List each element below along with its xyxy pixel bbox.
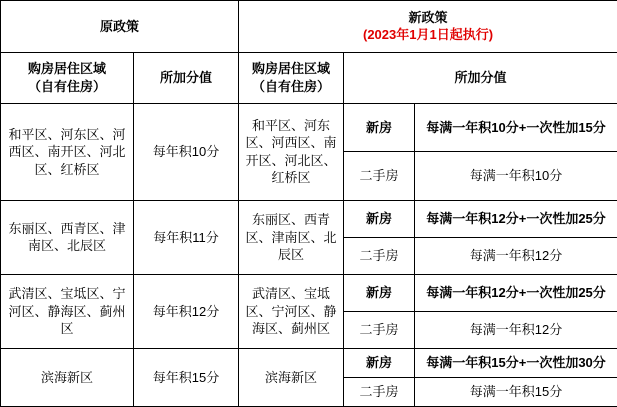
new-house-points-cell: 每满一年积12分+一次性加25分 bbox=[415, 200, 617, 237]
header-new-policy-line1: 新政策 bbox=[408, 9, 448, 25]
new-area-cell: 武清区、宝坻区、宁河区、静海区、蓟州区 bbox=[239, 274, 344, 348]
second-hand-type-cell: 二手房 bbox=[344, 152, 415, 200]
old-points-cell: 每年积12分 bbox=[134, 274, 239, 348]
new-house-type-cell: 新房 bbox=[344, 348, 415, 377]
new-house-type-cell: 新房 bbox=[344, 104, 415, 152]
new-house-points-cell: 每满一年积15分+一次性加30分 bbox=[415, 348, 617, 377]
table-header-top-row bbox=[1, 1, 617, 53]
new-house-type-cell: 新房 bbox=[344, 274, 415, 311]
old-area-cell: 和平区、河东区、河西区、南开区、河北区、红桥区 bbox=[1, 104, 134, 201]
old-area-cell: 武清区、宝坻区、宁河区、静海区、蓟州区 bbox=[1, 274, 134, 348]
new-house-type-cell: 新房 bbox=[344, 200, 415, 237]
new-area-cell: 和平区、河东区、河西区、南开区、河北区、红桥区 bbox=[239, 104, 344, 201]
table-row bbox=[1, 200, 617, 237]
header-old-points: 所加分值 bbox=[134, 52, 239, 104]
second-hand-points-cell: 每满一年积15分 bbox=[415, 377, 617, 406]
second-hand-type-cell: 二手房 bbox=[344, 377, 415, 406]
header-old-policy: 原政策 bbox=[1, 1, 239, 53]
header-new-area-line1: 购房居住区域 bbox=[252, 61, 331, 77]
new-area-cell: 东丽区、西青区、津南区、北辰区 bbox=[239, 200, 344, 274]
old-points-cell: 每年积11分 bbox=[134, 200, 239, 274]
new-house-points-cell: 每满一年积12分+一次性加25分 bbox=[415, 274, 617, 311]
header-old-area-line2: （自有住房） bbox=[27, 78, 106, 94]
old-area-cell: 东丽区、西青区、津南区、北辰区 bbox=[1, 200, 134, 274]
second-hand-type-cell: 二手房 bbox=[344, 237, 415, 274]
table-row bbox=[1, 274, 617, 311]
header-new-points: 所加分值 bbox=[344, 52, 617, 104]
old-points-cell: 每年积10分 bbox=[134, 104, 239, 201]
second-hand-points-cell: 每满一年积10分 bbox=[415, 152, 617, 200]
old-area-cell: 滨海新区 bbox=[1, 348, 134, 406]
table-row bbox=[1, 348, 617, 377]
new-house-points-cell: 每满一年积10分+一次性加15分 bbox=[415, 104, 617, 152]
table-row bbox=[1, 104, 617, 152]
second-hand-points-cell: 每满一年积12分 bbox=[415, 311, 617, 348]
old-points-cell: 每年积15分 bbox=[134, 348, 239, 406]
header-new-policy-effective-date: (2023年1月1日起执行) bbox=[363, 27, 494, 43]
second-hand-type-cell: 二手房 bbox=[344, 311, 415, 348]
header-old-area bbox=[1, 52, 134, 104]
second-hand-points-cell: 每满一年积12分 bbox=[415, 237, 617, 274]
header-new-area bbox=[239, 52, 344, 104]
header-old-area-line1: 购房居住区域 bbox=[27, 61, 106, 77]
header-new-policy bbox=[239, 1, 617, 53]
new-area-cell: 滨海新区 bbox=[239, 348, 344, 406]
header-new-area-line2: （自有住房） bbox=[252, 78, 331, 94]
table-header-sub-row bbox=[1, 52, 617, 104]
